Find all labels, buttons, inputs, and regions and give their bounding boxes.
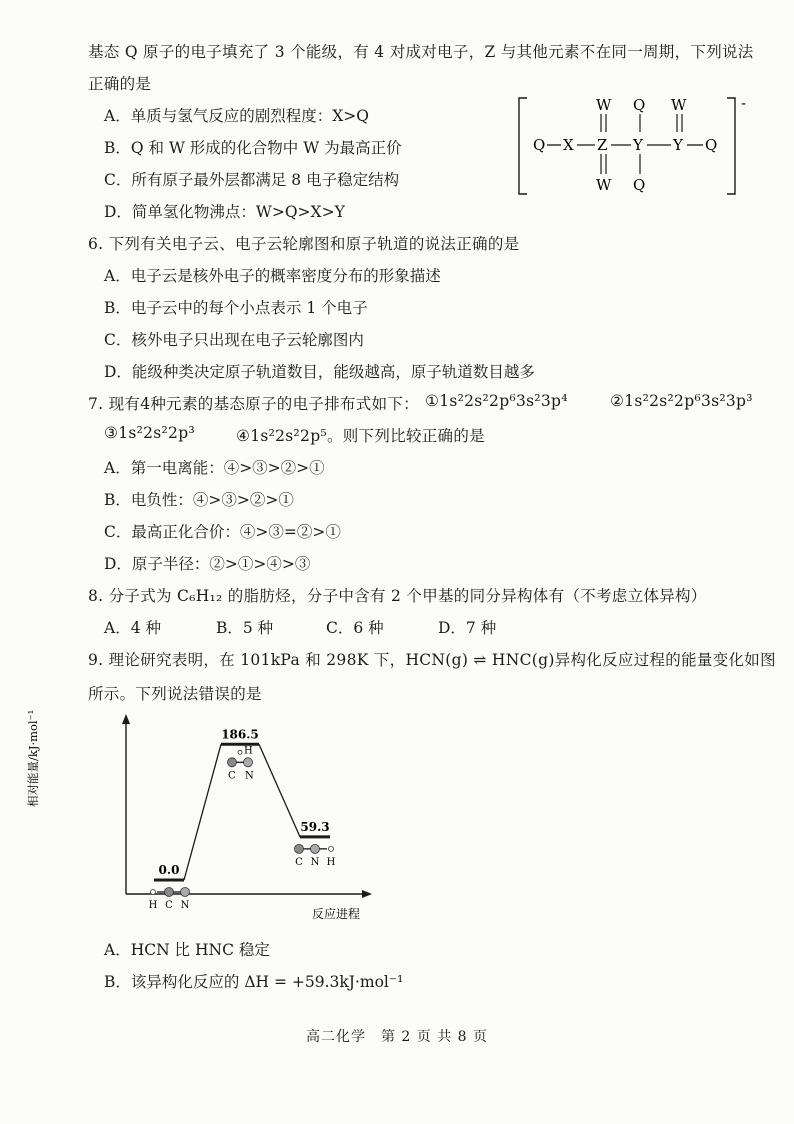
q7-stem-prefix: 7. 现有4种元素的基态原子的电子排布式如下： xyxy=(88,395,419,413)
atom-label: C xyxy=(295,856,303,868)
energy-value-label: 59.3 xyxy=(300,819,330,834)
q8-option-a: A．4 种 xyxy=(104,619,161,637)
q7-option-c: C．最高正化合价：④>③=②>① xyxy=(104,523,341,541)
q5-option-c: C．所有原子最外层都满足 8 电子稳定结构 xyxy=(104,171,400,189)
atom-label: N xyxy=(310,856,320,868)
q9-option-a: A．HCN 比 HNC 稳定 xyxy=(104,941,270,959)
q8-option-d: D．7 种 xyxy=(438,619,497,637)
q5-structure-diagram xyxy=(515,90,765,200)
atom-y1: Y xyxy=(633,136,643,154)
atom-label: N xyxy=(245,770,254,782)
atom-label: N xyxy=(180,900,190,911)
atom-y2: Y xyxy=(673,136,683,154)
y-axis-label: 相对能量/kJ·mol⁻¹ xyxy=(26,709,40,807)
energy-value-label: 186.5 xyxy=(221,727,259,742)
atom-w-bottom-z: W xyxy=(596,176,612,194)
q9-stem-line2: 所示。下列说法错误的是 xyxy=(88,685,262,703)
atom-label: H xyxy=(244,745,253,757)
q6-stem: 6. 下列有关电子云、电子云轮廓图和原子轨道的说法正确的是 xyxy=(88,235,520,253)
energy-profile-chart xyxy=(26,709,386,930)
q5-stem-line2: 正确的是 xyxy=(88,75,152,93)
page-footer: 高二化学 第 2 页 共 8 页 xyxy=(305,1029,489,1045)
atom-ball xyxy=(151,890,156,895)
q9-option-b: B．该异构化反应的 ΔH = +59.3kJ·mol⁻¹ xyxy=(104,973,404,991)
q5-option-b: B．Q 和 W 形成的化合物中 W 为最高正价 xyxy=(104,139,402,157)
q7-option-d: D．原子半径：②>①>④>③ xyxy=(104,555,311,573)
q7-option-a: A．第一电离能：④>③>②>① xyxy=(104,459,325,477)
q9-stem-line1: 9. 理论研究表明，在 101kPa 和 298K 下，HCN(g) ⇌ HNC(g)异构化反应过程的能量变化如图 xyxy=(88,651,776,669)
atom-ball xyxy=(244,758,253,767)
atom-w-top-z: W xyxy=(596,96,612,114)
atom-ball xyxy=(329,846,334,851)
atom-z: Z xyxy=(597,136,608,154)
q8-option-c: C．6 种 xyxy=(326,619,384,637)
q5-option-a: A．单质与氢气反应的剧烈程度：X>Q xyxy=(104,107,369,125)
q5-option-d: D．简单氢化物沸点：W>Q>X>Y xyxy=(104,203,345,221)
atom-ball xyxy=(228,758,237,767)
left-bracket xyxy=(519,98,527,194)
y-axis-arrow xyxy=(122,714,130,724)
q5-stem-line1: 基态 Q 原子的电子填充了 3 个能级，有 4 对成对电子，Z 与其他元素不在同一周期，下列说法 xyxy=(88,43,754,61)
atom-ball xyxy=(238,750,242,754)
atom-ball xyxy=(311,844,320,853)
atom-q-bottom-y1: Q xyxy=(633,176,646,194)
q7-config-1: ①1s²2s²2p⁶3s²3p⁴ xyxy=(425,392,568,410)
x-axis-label: 反应进程 xyxy=(312,907,361,921)
atom-label: H xyxy=(148,900,158,911)
atom-q-right: Q xyxy=(705,136,718,154)
q7-option-b: B．电负性：④>③>②>① xyxy=(104,491,294,509)
energy-connector xyxy=(259,744,300,837)
q6-option-d: D．能级种类决定原子轨道数目，能级越高，原子轨道数目越多 xyxy=(104,363,535,381)
q7-config-2: ②1s²2s²2p⁶3s²3p³ xyxy=(610,392,753,410)
charge-sign: - xyxy=(741,94,747,112)
energy-connector xyxy=(184,744,221,880)
atom-ball xyxy=(181,888,190,897)
atom-label: C xyxy=(165,900,173,911)
q8-option-b: B．5 种 xyxy=(216,619,274,637)
atom-q-top-y1: Q xyxy=(633,96,646,114)
atom-label: H xyxy=(326,856,336,868)
q6-option-c: C．核外电子只出现在电子云轮廓图内 xyxy=(104,331,364,349)
atom-label: C xyxy=(228,770,236,782)
atom-q-left: Q xyxy=(533,136,546,154)
x-axis-arrow xyxy=(362,890,372,898)
q7-config-3: ③1s²2s²2p³ xyxy=(104,424,195,442)
atom-w-top-y2: W xyxy=(671,96,687,114)
q7-config-4: ④1s²2s²2p⁵。则下列比较正确的是 xyxy=(236,427,485,445)
atom-x: X xyxy=(563,136,574,154)
atom-ball xyxy=(295,844,304,853)
q8-stem: 8. 分子式为 C₆H₁₂ 的脂肪烃，分子中含有 2 个甲基的同分异构体有（不考虑立体异构） xyxy=(88,587,707,605)
q6-option-b: B．电子云中的每个小点表示 1 个电子 xyxy=(104,299,368,317)
atom-ball xyxy=(165,888,174,897)
right-bracket xyxy=(727,98,735,194)
q6-option-a: A．电子云是核外电子的概率密度分布的形象描述 xyxy=(104,267,441,285)
energy-value-label: 0.0 xyxy=(158,863,180,877)
